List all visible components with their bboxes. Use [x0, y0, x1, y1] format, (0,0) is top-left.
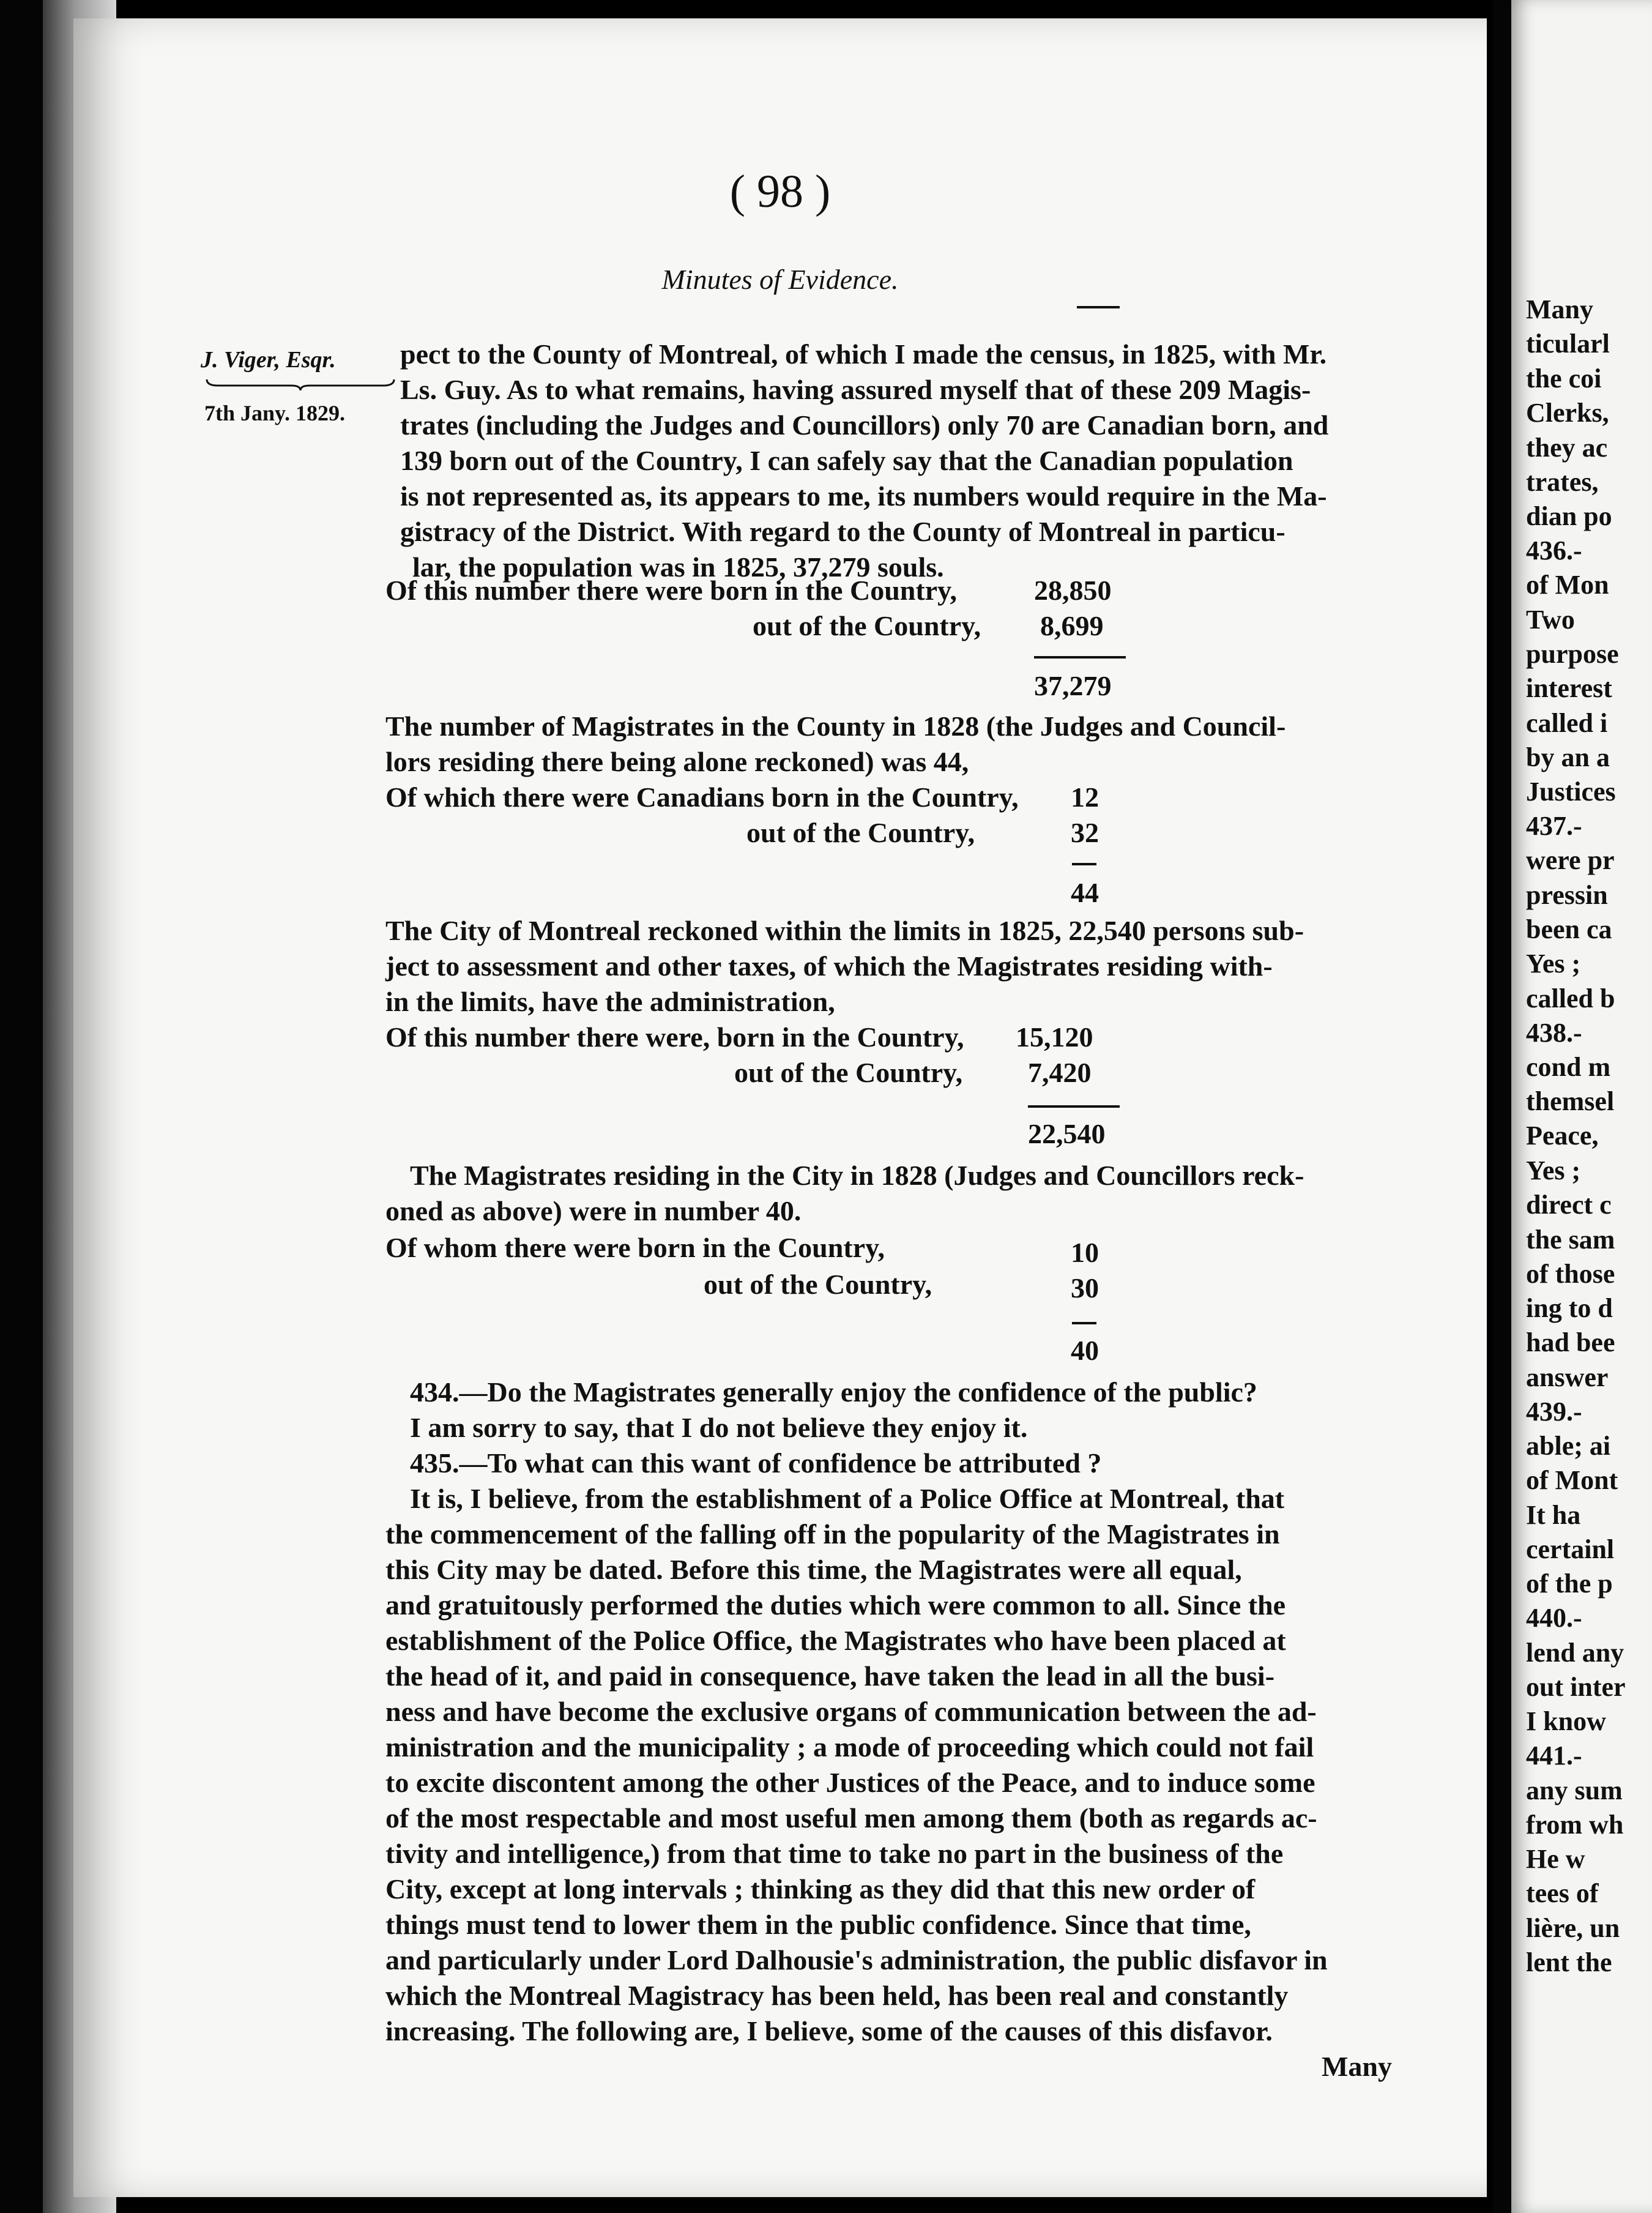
county-mag-row2-label: out of the Country, [746, 817, 975, 848]
question-434: 434.—Do the Magistrates generally enjoy the confidence of the public? [410, 1376, 1257, 1408]
adjacent-page-line: pressin [1526, 880, 1608, 910]
margin-witness-name: J. Viger, Esqr. [201, 347, 336, 373]
text-line: City, except at long intervals ; thinking as they did that this new order of [385, 1873, 1256, 1905]
city-pop-total: 22,540 [1028, 1118, 1106, 1149]
adjacent-page-line: called b [1526, 983, 1615, 1013]
adjacent-page-line: interest [1526, 673, 1612, 703]
adjacent-page-line: He w [1526, 1844, 1585, 1874]
adjacent-page-line: the sam [1526, 1225, 1615, 1255]
text-line: pect to the County of Montreal, of which I made the census, in 1825, with Mr. [400, 338, 1327, 370]
text-line: oned as above) were in number 40. [385, 1195, 802, 1226]
county-pop-row2-label: out of the Country, [753, 610, 981, 641]
adjacent-page-line: I know [1526, 1706, 1606, 1736]
adjacent-page-line: lière, un [1526, 1913, 1620, 1943]
adjacent-page-line: certainl [1526, 1534, 1615, 1564]
text-line: The City of Montreal reckoned within the limits in 1825, 22,540 persons sub- [385, 915, 1304, 946]
text-line: the head of it, and paid in consequence, have taken the lead in all the busi- [385, 1660, 1275, 1692]
adjacent-page-line: 436.- [1526, 536, 1582, 565]
adjacent-page-line: ticularl [1526, 329, 1610, 359]
adjacent-page-line: 441.- [1526, 1741, 1582, 1771]
adjacent-page-line: lend any [1526, 1638, 1624, 1668]
county-mag-total: 44 [1071, 877, 1099, 908]
adjacent-page-line: 439.- [1526, 1397, 1582, 1427]
text-line: The Magistrates residing in the City in 1828 (Judges and Councillors reck- [410, 1160, 1304, 1191]
adjacent-page-line: Yes ; [1526, 949, 1581, 979]
adjacent-page [1511, 0, 1652, 2213]
adjacent-page-line: able; ai [1526, 1431, 1611, 1461]
adjacent-page-line: dian po [1526, 501, 1612, 531]
adjacent-page-line: trates, [1526, 467, 1599, 497]
city-mag-row2-label: out of the Country, [704, 1269, 932, 1300]
adjacent-page-line: had bee [1526, 1327, 1615, 1357]
adjacent-page-line: purpose [1526, 639, 1619, 669]
adjacent-page-line: by an a [1526, 742, 1610, 772]
county-mag-row2-value: 32 [1071, 817, 1099, 848]
adjacent-page-line: called i [1526, 708, 1608, 738]
text-line: ministration and the municipality ; a mode of proceeding which could not fail [385, 1731, 1314, 1763]
adjacent-page-line: ing to d [1526, 1293, 1613, 1323]
adjacent-page-line: lent the [1526, 1947, 1612, 1977]
text-line: and particularly under Lord Dalhousie's administration, the public disfavor in [385, 1944, 1328, 1976]
page-gutter [1493, 0, 1511, 2213]
adjacent-page-line: Two [1526, 605, 1575, 635]
city-magistrates-paragraph [385, 1158, 1304, 1229]
text-line: increasing. The following are, I believe, some of the causes of this disfavor. [385, 2015, 1273, 2047]
adjacent-page-line: Peace, [1526, 1121, 1599, 1151]
county-magistrates-paragraph [385, 709, 1286, 780]
text-line: things must tend to lower them in the public confidence. Since that time, [385, 1909, 1251, 1940]
sum-rule [1034, 656, 1126, 659]
answer-434: I am sorry to say, that I do not believe they enjoy it. [410, 1412, 1028, 1443]
adjacent-page-line: were pr [1526, 845, 1615, 875]
adjacent-page-line: Yes ; [1526, 1155, 1581, 1185]
adjacent-page-line: Clerks, [1526, 398, 1609, 428]
text-line: ject to assessment and other taxes, of which the Magistrates residing with- [385, 950, 1273, 982]
adjacent-page-line: they ac [1526, 433, 1608, 463]
question-435: 435.—To what can this want of confidence be attributed ? [410, 1447, 1102, 1479]
adjacent-page-line: answer [1526, 1362, 1609, 1392]
text-line: ness and have become the exclusive organs of communication between the ad- [385, 1696, 1317, 1727]
opening-paragraph [400, 337, 1328, 585]
catchword: Many [1322, 2051, 1392, 2082]
margin-brace-icon [206, 378, 395, 392]
adjacent-page-line: Many [1526, 294, 1593, 324]
adjacent-page-line: out inter [1526, 1672, 1626, 1702]
head-rule [1077, 306, 1120, 308]
adjacent-page-line: tees of [1526, 1878, 1599, 1908]
city-pop-row1-label: Of this number there were, born in the Country, [385, 1021, 964, 1053]
text-line: the commencement of the falling off in the popularity of the Magistrates in [385, 1518, 1280, 1550]
county-mag-row1-value: 12 [1071, 782, 1099, 813]
adjacent-page-line: cond m [1526, 1052, 1611, 1082]
text-line: tivity and intelligence,) from that time to take no part in the business of the [385, 1838, 1284, 1869]
text-line: Ls. Guy. As to what remains, having assured myself that of these 209 Magis- [400, 374, 1311, 405]
text-line: to excite discontent among the other Justices of the Peace, and to induce some [385, 1767, 1315, 1798]
sum-rule [1072, 1322, 1096, 1324]
text-line: It is, I believe, from the establishment of a Police Office at Montreal, that [410, 1483, 1285, 1514]
text-line: The number of Magistrates in the County in 1828 (the Judges and Council- [385, 711, 1286, 742]
county-pop-row2-value: 8,699 [1040, 610, 1104, 641]
adjacent-page-line: of the p [1526, 1569, 1613, 1599]
book-page [73, 18, 1487, 2197]
running-head: Minutes of Evidence. [661, 264, 899, 295]
text-line: is not represented as, its appears to me, its numbers would require in the Ma- [400, 480, 1327, 512]
text-line: lar, the population was in 1825, 37,279 souls. [412, 551, 944, 583]
adjacent-page-line: the coi [1526, 364, 1602, 394]
text-line: establishment of the Police Office, the Magistrates who have been placed at [385, 1625, 1286, 1656]
county-mag-row1-label: Of which there were Canadians born in the Country, [385, 782, 1019, 813]
adjacent-page-line: direct c [1526, 1190, 1612, 1220]
sum-rule [1072, 863, 1096, 865]
adjacent-page-line: of those [1526, 1259, 1615, 1289]
adjacent-page-line: been ca [1526, 914, 1612, 944]
text-line: which the Montreal Magistracy has been held, has been real and constantly [385, 1980, 1289, 2011]
adjacent-page-line: 440.- [1526, 1603, 1582, 1633]
adjacent-page-line: from wh [1526, 1810, 1624, 1840]
adjacent-page-line: 437.- [1526, 811, 1582, 841]
adjacent-page-line: 438.- [1526, 1018, 1582, 1048]
city-mag-row1-label: Of whom there were born in the Country, [385, 1232, 885, 1263]
county-pop-total: 37,279 [1034, 670, 1112, 701]
text-line: lors residing there being alone reckoned) was 44, [385, 746, 969, 777]
sum-rule [1028, 1105, 1120, 1108]
text-line: trates (including the Judges and Councillors) only 70 are Canadian born, and [400, 409, 1329, 441]
city-pop-row1-value: 15,120 [1016, 1021, 1093, 1053]
text-line: gistracy of the District. With regard to the County of Montreal in particu- [400, 516, 1286, 547]
city-population-paragraph [385, 913, 1304, 1020]
county-pop-row1-label: Of this number there were born in the Country, [385, 575, 958, 606]
adjacent-page-line: Justices [1526, 777, 1616, 807]
qa-section [385, 1375, 1328, 2049]
text-line: 139 born out of the Country, I can safely say that the Canadian population [400, 445, 1293, 476]
adjacent-page-line: of Mon [1526, 570, 1609, 600]
margin-date: 7th Jany. 1829. [204, 401, 346, 425]
city-mag-total: 40 [1071, 1335, 1099, 1366]
adjacent-page-line: It ha [1526, 1500, 1581, 1530]
text-line: of the most respectable and most useful men among them (both as regards ac- [385, 1802, 1317, 1834]
county-pop-row1-value: 28,850 [1034, 575, 1112, 606]
adjacent-page-line: themsel [1526, 1086, 1615, 1116]
city-mag-row1-value: 10 [1071, 1237, 1099, 1268]
page-number: ( 98 ) [729, 166, 831, 217]
text-line: in the limits, have the administration, [385, 986, 835, 1017]
adjacent-page-line: any sum [1526, 1775, 1623, 1805]
binding-edge [0, 0, 43, 2213]
text-line: this City may be dated. Before this time, the Magistrates were all equal, [385, 1554, 1242, 1585]
text-line: and gratuitously performed the duties which were common to all. Since the [385, 1589, 1286, 1621]
city-mag-row2-value: 30 [1071, 1272, 1099, 1304]
adjacent-page-line: of Mont [1526, 1465, 1618, 1495]
city-pop-row2-label: out of the Country, [734, 1057, 963, 1088]
city-pop-row2-value: 7,420 [1028, 1057, 1092, 1088]
